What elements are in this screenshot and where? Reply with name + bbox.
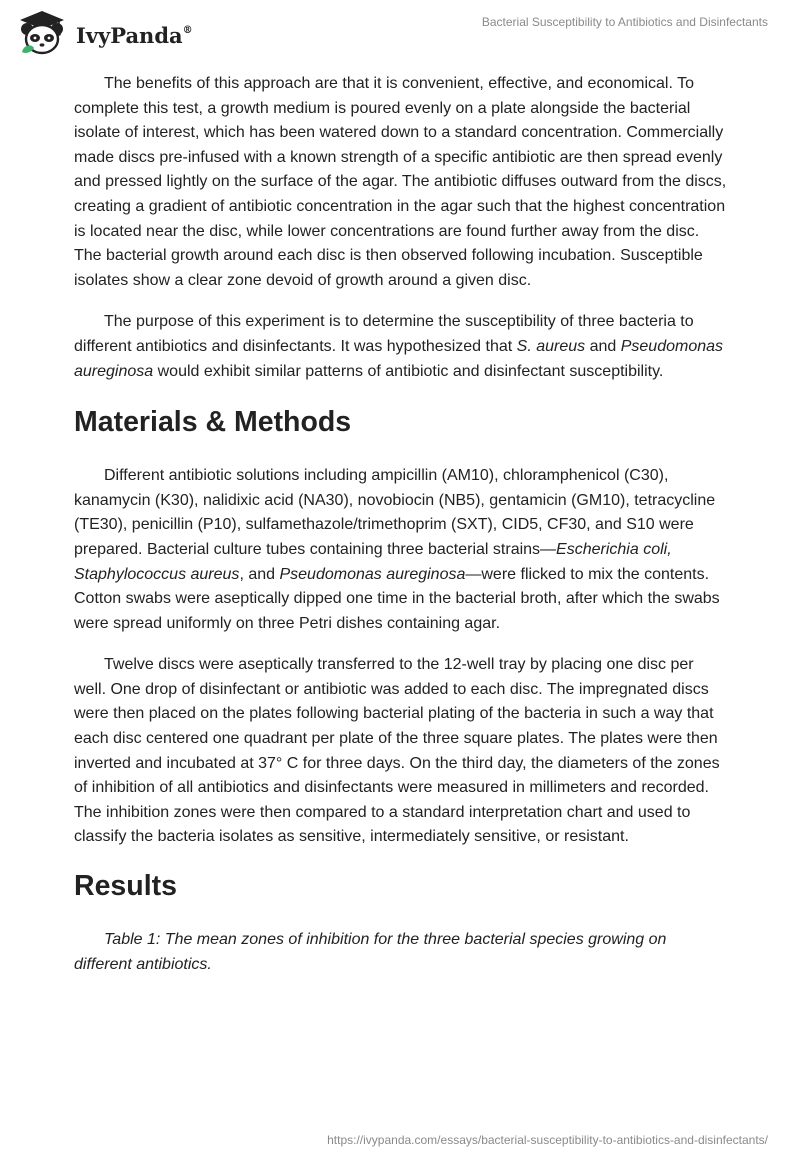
table-caption: Table 1: The mean zones of inhibition for the three bacterial species growing on different antibiotics. <box>74 931 667 973</box>
document-title: Bacterial Susceptibility to Antibiotics and Disinfectants <box>481 15 768 29</box>
paragraph-procedure: Twelve discs were aseptically transferred to the 12-well tray by placing one disc per well. One drop of disinfectant or antibiotic was added to each disc. The impregnated discs were then placed on the plates following bacterial plating of the bacteria in such a way that each disc centered one quadrant per plate of the three square plates. The plates were then inverted and incubated at 37° C for three days. On the third day, the diameters of the zones of inhibition of all antibiotics and disinfectants were measured in millimeters and recorded. The inhibition zones were then compared to a standard interpretation chart and used to classify the bacteria isolates as sensitive, intermediately sensitive, or resistant. <box>74 656 720 846</box>
paragraph-purpose: The purpose of this experiment is to determine the susceptibility of three bacteria to different antibiotics and disinfectants. It was hypothesized that S. aureus and Pseudomonas aureginosa would exhibit similar patterns of antibiotic and disinfectant susceptibility. <box>74 313 724 380</box>
ivypanda-logo[interactable] <box>14 8 204 60</box>
page-header <box>0 0 800 70</box>
heading-results: Results <box>74 870 177 903</box>
essay-body <box>74 72 728 977</box>
panda-logo-icon <box>14 8 70 60</box>
heading-materials-methods: Materials & Methods <box>74 406 352 439</box>
source-url[interactable]: https://ivypanda.com/essays/bacterial-susceptibility-to-antibiotics-and-disinfectants/ <box>327 1133 768 1147</box>
paragraph-materials: Different antibiotic solutions including ampicillin (AM10), chloramphenicol (C30), kanamycin (K30), nalidixic acid (NA30), novobiocin (NB5), gentamicin (GM10), tetracycline (TE30), penicillin (P10), sulfamethazole/trimethoprim (SXT), CID5, CF30, and S10 were prepared. Bacterial culture tubes containing three bacterial strains—Escherichia coli, Staphylococcus aureus, and Pseudomonas aureginosa—were flicked to mix the contents. Cotton swabs were aseptically dipped one time in the bacterial broth, after which the swabs were spread uniformly on three Petri dishes containing agar. <box>74 467 720 632</box>
paragraph-approach: The benefits of this approach are that it is convenient, effective, and economical. To complete this test, a growth medium is poured evenly on a plate alongside the bacterial isolate of interest, which has been watered down to a standard concentration. Commercially made discs pre-infused with a known strength of a specific antibiotic are then spread evenly and pressed lightly on the surface of the agar. The antibiotic diffuses outward from the discs, creating a gradient of antibiotic concentration in the agar such that the highest concentration is located near the disc, while lower concentrations are found further away from the disc. The bacterial growth around each disc is then observed following incubation. Susceptible isolates show a clear zone devoid of growth around a given disc. <box>74 75 727 289</box>
brand-name: IvyPanda® <box>76 22 193 48</box>
